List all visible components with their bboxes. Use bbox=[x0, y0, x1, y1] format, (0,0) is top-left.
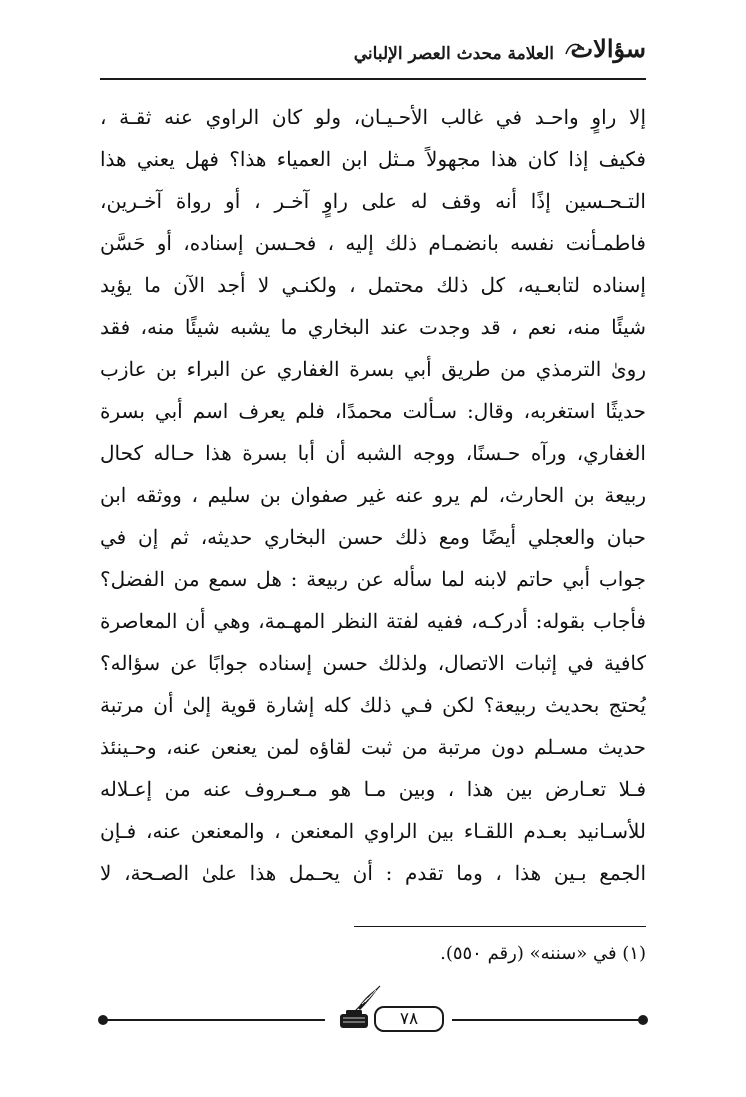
footer-rule-right bbox=[452, 1019, 642, 1021]
text-line: حديث مسـلم دون مرتبة من ثبت لقاؤه لمن يعنعن عنه، وحـينئذ bbox=[100, 735, 646, 759]
text-line: حبان والعجلي أيضًا ومع ذلك حسن البخاري حديثه، ثم إن في bbox=[100, 525, 646, 549]
footnote-separator bbox=[354, 926, 646, 927]
text-line: حديثًا استغربه، وقال: سـألت محمدًا، فلم يعرف اسم أبي بسرة bbox=[100, 399, 646, 423]
text-line: فأجاب بقوله: أدركـه، ففيه لفتة النظر المهـمة، وهي أن المعاصرة bbox=[100, 609, 646, 633]
footnote: (١) في «سننه» (رقم ٥٥٠). bbox=[440, 943, 646, 964]
text-line: ربيعة بن الحارث، لم يرو عنه غير صفوان بن سليم ، ووثقه ابن bbox=[100, 483, 646, 507]
header-title: العلامة محدث العصر الإلباني bbox=[353, 44, 554, 64]
text-line: إسناده لتابعـيه، كل ذلك محتمل ، ولكنـي لا أجد الآن ما يؤيد bbox=[100, 273, 646, 297]
text-line: الغفاري، ورآه حـسنًا، ووجه الشبه أن أبا بسرة هذا حـاله كحال bbox=[100, 441, 646, 465]
text-line: كافية في إثبات الاتصال، ولذلك حسن إسناده جوابًا عن سؤاله؟ bbox=[100, 651, 646, 675]
header-rule bbox=[100, 78, 646, 80]
text-line: للأسـانيد بعـدم اللقـاء بين الراوي المعنعن ، والمعنعن عنه، فـإن bbox=[100, 819, 646, 843]
header-ornament: سؤالات bbox=[570, 34, 646, 63]
text-line: يُحتج بحديث ربيعة؟ لكن فـي ذلك كله إشارة قوية إلىٰ أن مرتبة bbox=[100, 693, 646, 717]
text-line: فكيف إذا كان هذا مجهولاً مـثل ابن العمياء هذا؟ فهل يعني هذا bbox=[100, 147, 646, 171]
body-text bbox=[100, 96, 646, 894]
text-line: إلا راوٍ واحـد في غالب الأحـيـان، ولو كان الراوي عنه ثقـة ، bbox=[100, 105, 646, 129]
footer-dot-right bbox=[638, 1015, 648, 1025]
text-line: التـحـسين إذًا أنه وقف له على راوٍ آخـر ، أو رواة آخـرين، bbox=[100, 189, 646, 213]
text-line: شيئًا منه، نعم ، قد وجدت عند البخاري ما يشبه شيئًا منه، فقد bbox=[100, 315, 646, 339]
text-line: روىٰ الترمذي من طريق أبي بسرة الغفاري عن البراء بن عازب bbox=[100, 357, 646, 381]
text-line: الجمع بـين هذا ، وما تقدم : أن يحـمل هذا علىٰ الصـحة، لا bbox=[100, 861, 646, 885]
running-header bbox=[100, 32, 646, 76]
text-line: فاطمـأنت نفسه بانضمـام ذلك إليه ، فحـسن إسناده، أو حَسَّن bbox=[100, 231, 646, 255]
text-line: جواب أبي حاتم لابنه لما سأله عن ربيعة : هل سمع من الفضل؟ bbox=[100, 567, 646, 591]
text-line: فـلا تعـارض بين هذا ، وبين مـا هو مـعـروف عنه من إعـلاله bbox=[100, 777, 646, 801]
page-number: ٧٨ bbox=[374, 1006, 444, 1032]
flourish-icon bbox=[564, 40, 586, 58]
footer-rule-left bbox=[103, 1019, 325, 1021]
